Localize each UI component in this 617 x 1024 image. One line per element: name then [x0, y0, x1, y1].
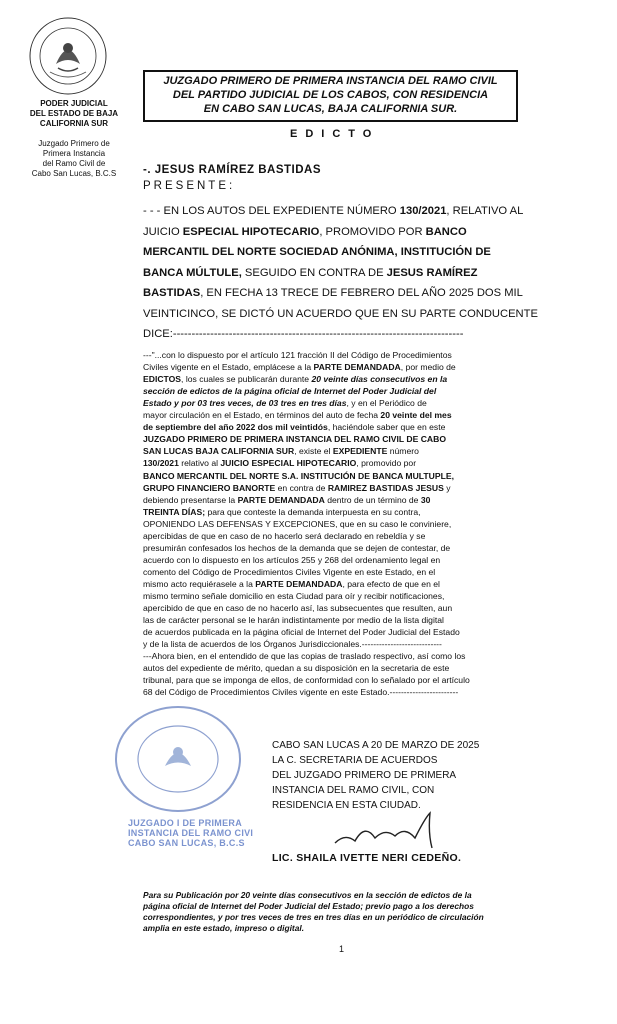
text-run: GRUPO FINANCIERO BANORTE — [143, 482, 276, 493]
text-line — [143, 651, 465, 661]
text-run: PARTE DEMANDADA — [313, 362, 401, 373]
text-run: mismo termino señale domicilio en esta Ciudad para oír y recibir notificaciones, — [143, 591, 445, 601]
text-line — [143, 267, 477, 279]
text-run: ---Ahora bien, en el entendido de que las copias de traslado respectivo, así como los — [143, 651, 466, 662]
text-run: acuerdo con lo dispuesto en los artículos 255 y 268 del ordenamiento legal en — [143, 554, 441, 565]
addressee: -. JESUS RAMÍREZ BASTIDAS — [143, 164, 321, 176]
text-line — [143, 458, 416, 468]
text-line — [143, 687, 458, 697]
text-run: DICE:------------------------------------------------------------------------------ — [143, 328, 464, 340]
text-run: ---"...con lo dispuesto por el artículo 121 fracción II del Código de Procedimientos — [143, 350, 452, 360]
signature-line: DEL JUZGADO PRIMERO DE PRIMERA — [272, 770, 457, 781]
text-run: RAMIREZ BASTIDAS JESUS — [327, 482, 444, 493]
text-run: 20 veinte del mes — [380, 410, 452, 421]
text-run: , los cuales se publicarán durante — [181, 374, 312, 385]
text-line — [143, 639, 442, 649]
signature-line: CABO SAN LUCAS A 20 DE MARZO DE 2025 — [272, 740, 480, 751]
court-header-line: EN CABO SAN LUCAS, BAJA CALIFORNIA SUR. — [203, 103, 458, 115]
text-line — [143, 483, 451, 493]
text-run: , RELATIVO AL — [446, 205, 524, 217]
text-run: , EN FECHA 13 TRECE DE FEBRERO DEL AÑO 2025 DOS MIL — [200, 287, 523, 299]
text-run: TREINTA DÍAS; — [143, 506, 206, 517]
text-run: - - - EN LOS AUTOS DEL EXPEDIENTE NÚMERO — [143, 205, 400, 217]
signatory-name: LIC. SHAILA IVETTE NERI CEDEÑO. — [272, 852, 462, 864]
text-line — [143, 328, 463, 340]
text-run: de acuerdos publicada en la página oficial de Internet del Poder Judicial del Estado — [143, 627, 460, 638]
court-stamp-text: JUZGADO I DE PRIMERA INSTANCIA DEL RAMO CIVI CABO SAN LUCAS, B.C.S — [128, 818, 254, 848]
court-name: Juzgado Primero de Primera Instancia del Ramo Civil de Cabo San Lucas, B.C.S — [31, 139, 117, 178]
court-header-line: JUZGADO PRIMERO DE PRIMERA INSTANCIA DEL RAMO CIVIL — [163, 75, 498, 87]
text-line — [143, 246, 491, 258]
text-run: apercibidas de que en caso de no hacerlo será declarado en rebeldía y se — [143, 530, 426, 541]
text-run: y — [443, 482, 451, 493]
text-line — [143, 350, 452, 360]
text-run: BASTIDAS — [143, 287, 201, 299]
court-stamp-icon — [113, 704, 243, 814]
text-run: , promovido por — [356, 458, 417, 469]
text-line — [143, 663, 449, 673]
text-run: PARTE DEMANDADA — [255, 578, 343, 589]
text-run: mayor circulación en el Estado, en términos del auto de fecha — [143, 410, 381, 421]
text-run: autos del expediente de mérito, quedan a su disposición en la secretaria de este — [143, 663, 450, 674]
text-line — [143, 308, 538, 320]
signature-line: RESIDENCIA EN ESTA CIUDAD. — [272, 800, 421, 811]
text-line — [143, 591, 444, 601]
text-line — [143, 386, 436, 396]
text-run: comento del Código de Procedimientos Civiles Vigente en este Estado, en el — [143, 566, 436, 577]
text-run: , existe el — [294, 446, 333, 457]
text-run: EDICTOS — [143, 374, 182, 385]
text-run: dentro de un término de — [324, 494, 421, 505]
text-line — [143, 543, 450, 553]
text-run: presumirán confesados los hechos de la demanda que se dejen de contestar, de — [143, 542, 451, 553]
text-run: JUICIO ESPECIAL HIPOTECARIO — [220, 458, 357, 469]
text-line — [143, 362, 456, 372]
text-run: relativo al — [178, 458, 221, 469]
text-run: para que conteste la demanda interpuesta en su contra, — [205, 506, 421, 517]
text-line — [143, 422, 445, 432]
text-run: SEGUIDO EN CONTRA DE — [241, 266, 387, 279]
text-run: y de la lista de acuerdos de los Órganos Jurisdiccionales.---------------------------- — [143, 639, 442, 650]
footnote-line: amplia en este estado, impreso o digital. — [143, 923, 305, 933]
document-title: EDICTO — [290, 128, 380, 140]
text-run: de septiembre del año 2022 dos mil veintidós — [143, 422, 328, 433]
text-run: Civiles vigente en el Estado, emplácese a la — [143, 362, 314, 373]
text-line — [143, 410, 452, 420]
text-line — [143, 579, 440, 589]
text-run: 130/2021 — [143, 458, 179, 469]
text-run: tribunal, para que se imponga de ellos, de conformidad con lo señalado por el artículo — [143, 675, 470, 686]
text-run: apercibido de que en caso de no hacerlo así, las subsecuentes que resulten, aun — [143, 603, 453, 614]
text-line — [143, 495, 430, 505]
signature-line: INSTANCIA DEL RAMO CIVIL, CON — [272, 785, 435, 796]
text-run: , y en el Periódico de — [346, 398, 427, 409]
text-run: BANCA MÚLTULE, — [143, 266, 242, 279]
text-run: VEINTICINCO, SE DICTÓ UN ACUERDO QUE EN SU PARTE CONDUCENTE — [143, 307, 538, 320]
text-run: Estado y por 03 tres veces, de 03 tres en tres días — [143, 398, 347, 409]
text-run: 20 veinte días consecutivos en la — [311, 374, 448, 385]
footnote-line: Para su Publicación por 20 veinte días consecutivos en la sección de edictos de la — [143, 890, 472, 900]
text-line — [143, 507, 421, 517]
text-run: MERCANTIL DEL NORTE SOCIEDAD ANÓNIMA, INSTITUCIÓN DE — [143, 246, 491, 258]
institution-name: PODER JUDICIAL DEL ESTADO DE BAJA CALIFORNIA SUR — [29, 99, 119, 128]
text-run: debiendo presentarse la — [143, 494, 238, 505]
text-run: ESPECIAL HIPOTECARIO — [182, 225, 320, 238]
text-run: 68 del Código de Procedimientos Civiles vigente en este Estado.------------------------ — [143, 687, 459, 698]
text-line — [143, 398, 427, 408]
text-run: 130/2021 — [399, 205, 447, 217]
text-line — [143, 374, 447, 384]
text-line — [143, 603, 452, 613]
text-line — [143, 446, 419, 456]
text-run: JUZGADO PRIMERO DE PRIMERA INSTANCIA DEL RAMO CIVIL DE CABO — [143, 434, 447, 445]
text-run: EXPEDIENTE — [332, 446, 388, 457]
national-seal-icon — [28, 16, 108, 96]
text-run: 30 — [420, 494, 431, 505]
text-run: número — [387, 446, 419, 457]
signature-line: LA C. SECRETARIA DE ACUERDOS — [272, 755, 438, 766]
court-header-line: DEL PARTIDO JUDICIAL DE LOS CABOS, CON RESIDENCIA — [172, 89, 489, 101]
text-line — [143, 471, 454, 481]
text-run: sección de edictos de la página oficial de Internet del Poder Judicial del — [143, 386, 437, 397]
handwritten-signature — [330, 808, 450, 853]
text-run: en contra de — [275, 482, 328, 493]
text-run: , PROMOVIDO POR — [319, 225, 426, 238]
text-line — [143, 555, 440, 565]
text-line — [143, 205, 523, 217]
text-run: JESUS RAMÍREZ — [386, 266, 478, 279]
text-line — [143, 567, 435, 577]
text-line — [143, 627, 460, 637]
text-run: PARTE DEMANDADA — [237, 494, 325, 505]
text-line — [143, 434, 446, 444]
text-run: , para efecto de que en el — [342, 578, 440, 589]
text-line — [143, 615, 444, 625]
text-line — [143, 287, 523, 299]
text-run: , haciéndole saber que en este — [327, 422, 446, 433]
text-line — [143, 675, 470, 685]
text-run: JUICIO — [143, 225, 183, 238]
salutation: PRESENTE: — [143, 180, 236, 192]
court-header — [143, 70, 518, 122]
text-line — [143, 226, 467, 238]
text-run: , por medio de — [400, 362, 456, 373]
text-run: OPONIENDO LAS DEFENSAS Y EXCEPCIONES, que en su caso le conviniere, — [143, 518, 452, 529]
footnote-line: correspondientes, y por tres veces de tres en tres días en un periódico de circulación — [143, 912, 484, 922]
text-run: BANCO MERCANTIL DEL NORTE S.A. INSTITUCIÓN DE BANCA MULTUPLE, — [143, 470, 454, 481]
text-line — [143, 531, 425, 541]
text-run: SAN LUCAS BAJA CALIFORNIA SUR — [143, 446, 295, 457]
text-run: las de carácter personal se le harán indistintamente por medio de la lista digital — [143, 615, 444, 626]
text-line — [143, 519, 451, 529]
text-run: mismo acto requiérasele a la — [143, 578, 256, 589]
page-number: 1 — [339, 944, 345, 954]
text-run: BANCO — [425, 225, 467, 238]
footnote-line: página oficial de Internet del Poder Judicial del Estado; previo pago a los derechos — [143, 901, 474, 911]
